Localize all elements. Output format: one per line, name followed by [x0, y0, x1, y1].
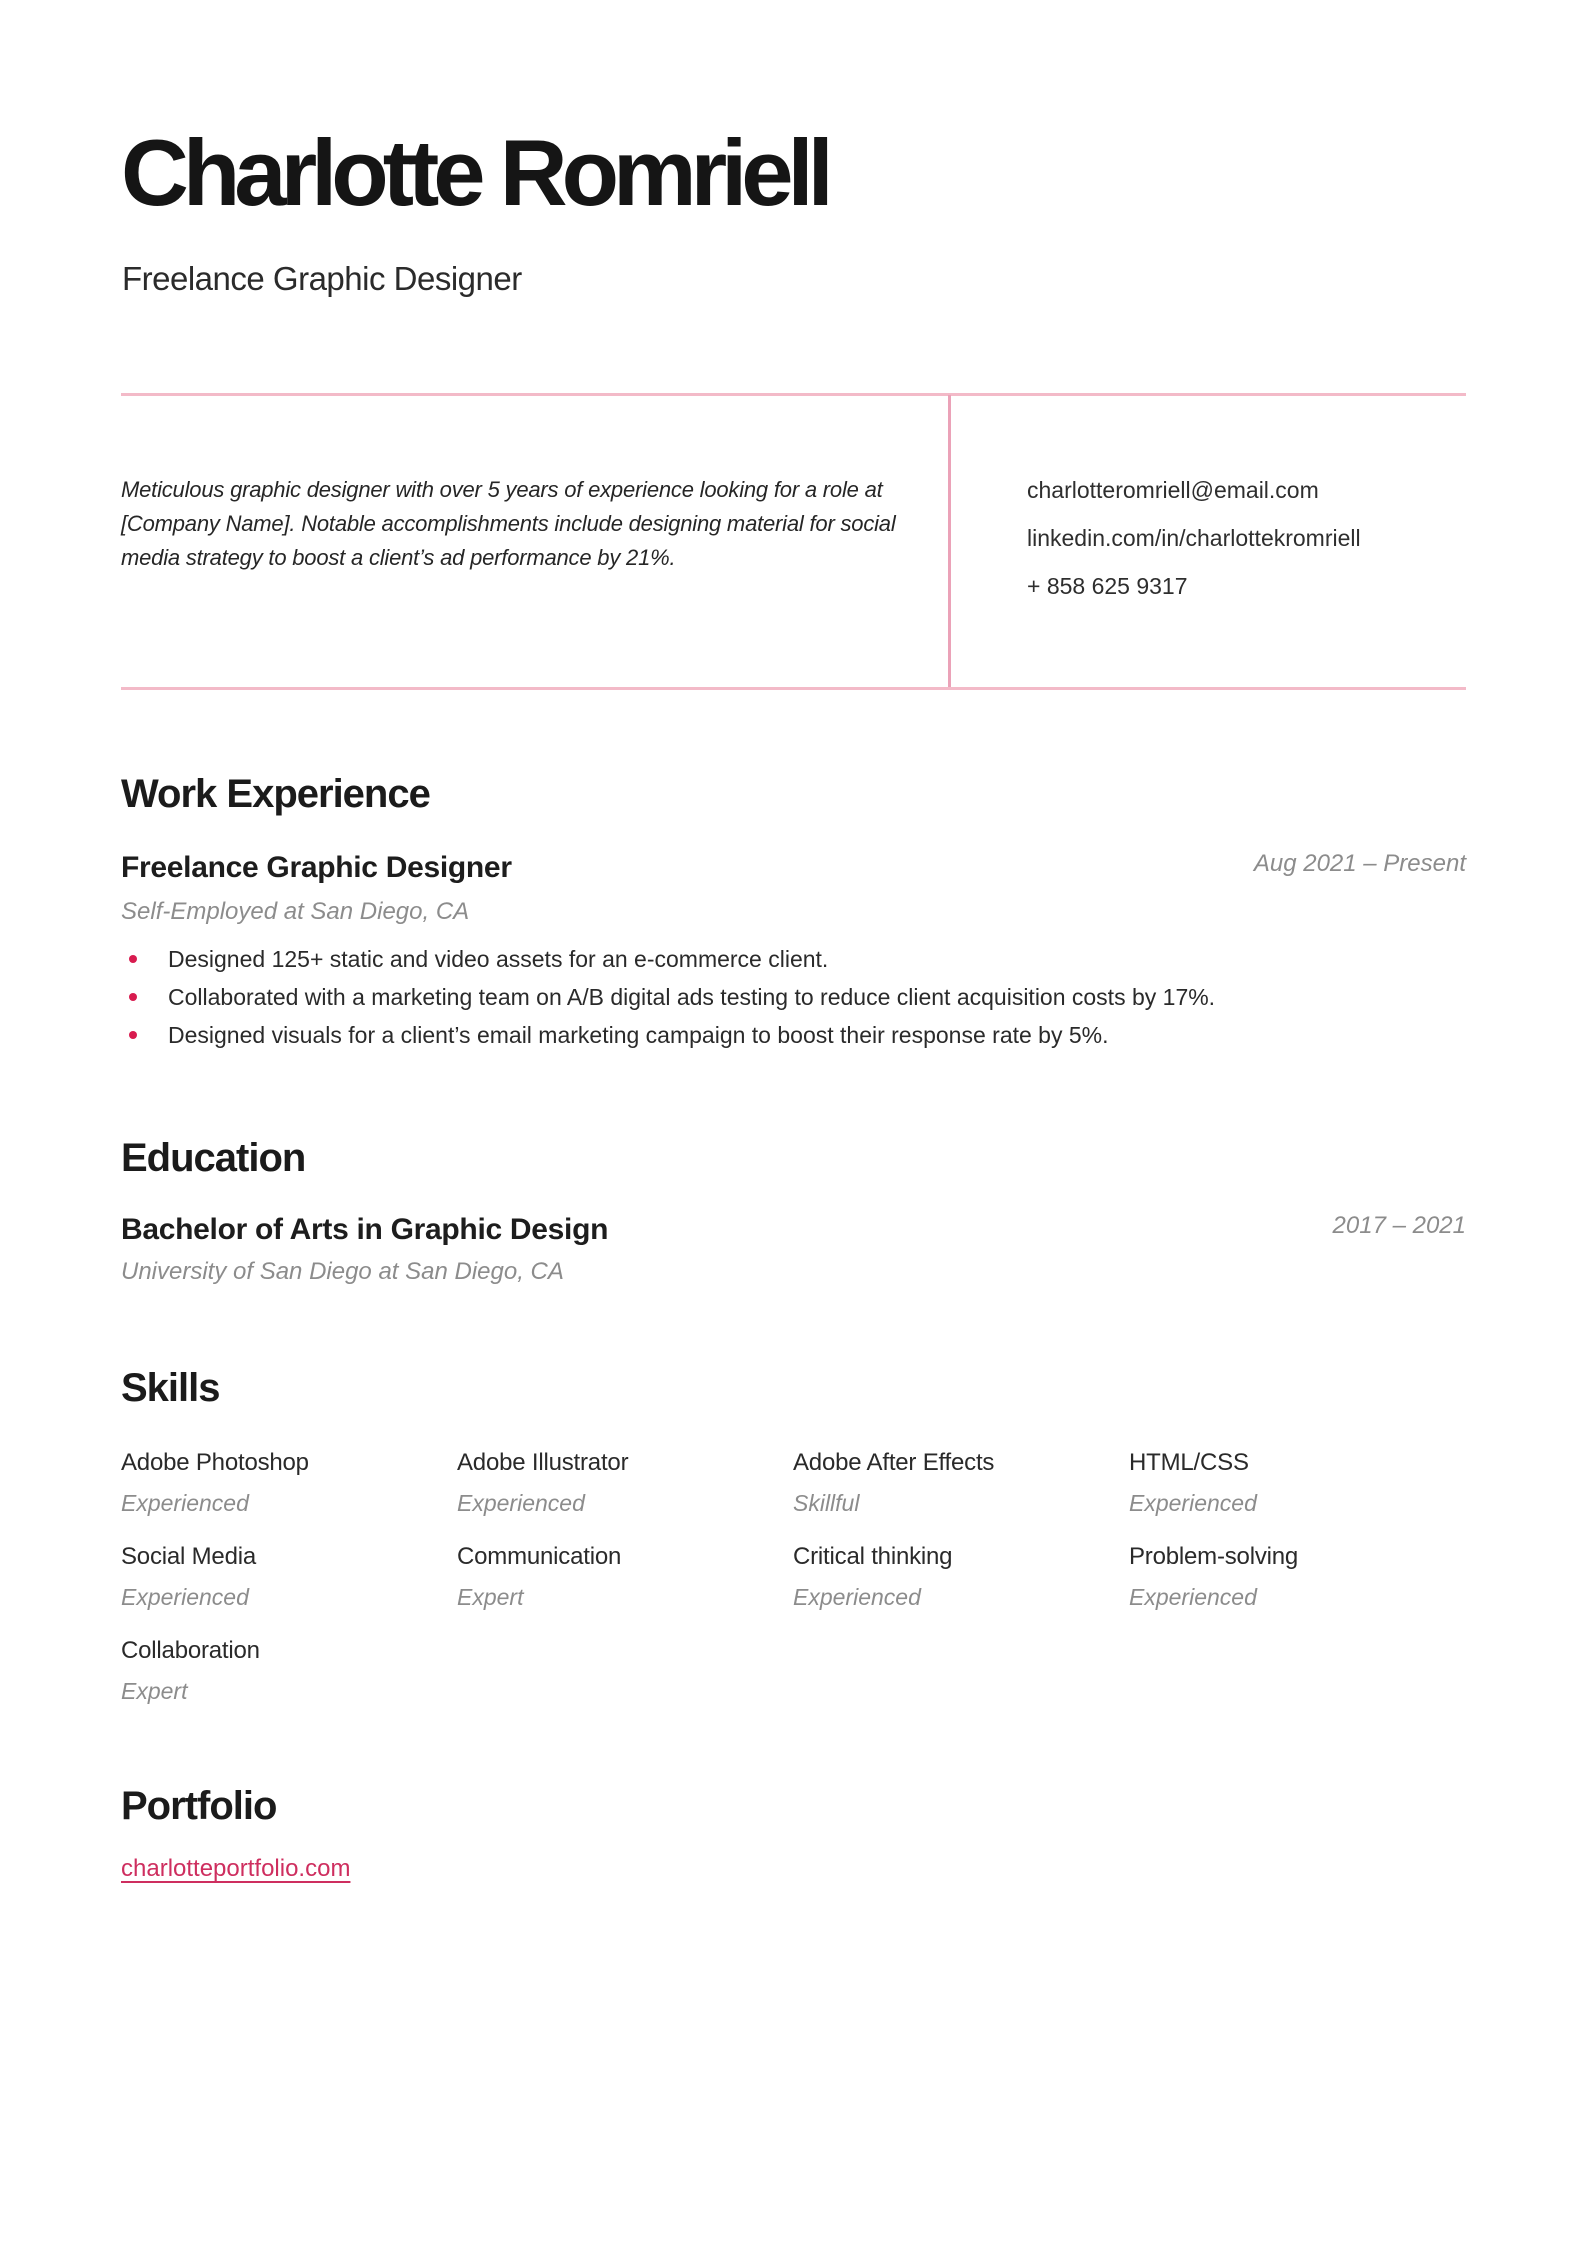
skills-grid: [121, 1451, 1466, 1733]
skill-item: [793, 1545, 1129, 1639]
bottom-divider-line: [121, 687, 1466, 690]
portfolio-link[interactable]: charlotteportfolio.com: [121, 1855, 351, 1882]
portfolio-heading: Portfolio: [121, 1784, 277, 1828]
skill-level: Expert: [457, 1584, 524, 1610]
skill-item: [1129, 1545, 1465, 1639]
person-name: Charlotte Romriell: [121, 120, 828, 225]
education-heading: Education: [121, 1136, 306, 1180]
degree-title: Bachelor of Arts in Graphic Design: [121, 1213, 609, 1246]
contact-linkedin: linkedin.com/in/charlottekromriell: [1027, 525, 1361, 551]
skill-level: Expert: [121, 1678, 188, 1704]
skill-level: Experienced: [793, 1584, 921, 1610]
skill-name: Adobe Illustrator: [457, 1449, 629, 1476]
summary-text: Meticulous graphic designer with over 5 years of experience looking for a role at [Company Name]. Notable accomplishments include designing material for social media strategy to boost a client’s ad performance by 21%.: [121, 477, 896, 570]
contact-email: charlotteromriell@email.com: [1027, 477, 1319, 503]
skill-level: Experienced: [121, 1584, 249, 1610]
contact-block: [1027, 478, 1457, 622]
skill-item: [121, 1451, 457, 1545]
education-dates: 2017 – 2021: [1332, 1212, 1466, 1239]
skill-level: Experienced: [1129, 1584, 1257, 1610]
job-subtitle: Self-Employed at San Diego, CA: [121, 898, 470, 925]
education-school: University of San Diego at San Diego, CA: [121, 1258, 564, 1285]
skill-item: [457, 1545, 793, 1639]
vertical-divider-line: [948, 395, 951, 688]
contact-phone: + 858 625 9317: [1027, 573, 1188, 599]
skill-level: Experienced: [1129, 1490, 1257, 1516]
skill-name: Social Media: [121, 1543, 257, 1570]
job-title: Freelance Graphic Designer: [121, 851, 512, 884]
skill-name: Adobe Photoshop: [121, 1449, 309, 1476]
skill-level: Experienced: [457, 1490, 585, 1516]
skill-item: [457, 1451, 793, 1545]
skill-level: Skillful: [793, 1490, 860, 1516]
job-bullet-list: [121, 944, 1466, 1058]
top-divider-line: [121, 393, 1466, 396]
skill-name: Adobe After Effects: [793, 1449, 995, 1476]
skill-item: [793, 1451, 1129, 1545]
skill-item: [1129, 1451, 1465, 1545]
skill-level: Experienced: [121, 1490, 249, 1516]
job-bullet-item: Designed visuals for a client’s email marketing campaign to boost their response rate by 5%.: [121, 1020, 1466, 1050]
skill-item: [121, 1639, 457, 1733]
skill-item: [121, 1545, 457, 1639]
skill-name: Critical thinking: [793, 1543, 953, 1570]
work-experience-heading: Work Experience: [121, 772, 430, 816]
job-dates: Aug 2021 – Present: [1253, 850, 1466, 877]
skill-name: Communication: [457, 1543, 622, 1570]
person-role: Freelance Graphic Designer: [122, 260, 522, 297]
skill-name: Collaboration: [121, 1637, 260, 1664]
skills-heading: Skills: [121, 1366, 220, 1410]
skill-name: Problem-solving: [1129, 1543, 1299, 1570]
job-bullet-item: Designed 125+ static and video assets for an e-commerce client.: [121, 944, 1466, 974]
job-bullet-item: Collaborated with a marketing team on A/B digital ads testing to reduce client acquisition costs by 17%.: [121, 982, 1466, 1012]
skill-name: HTML/CSS: [1129, 1449, 1249, 1476]
